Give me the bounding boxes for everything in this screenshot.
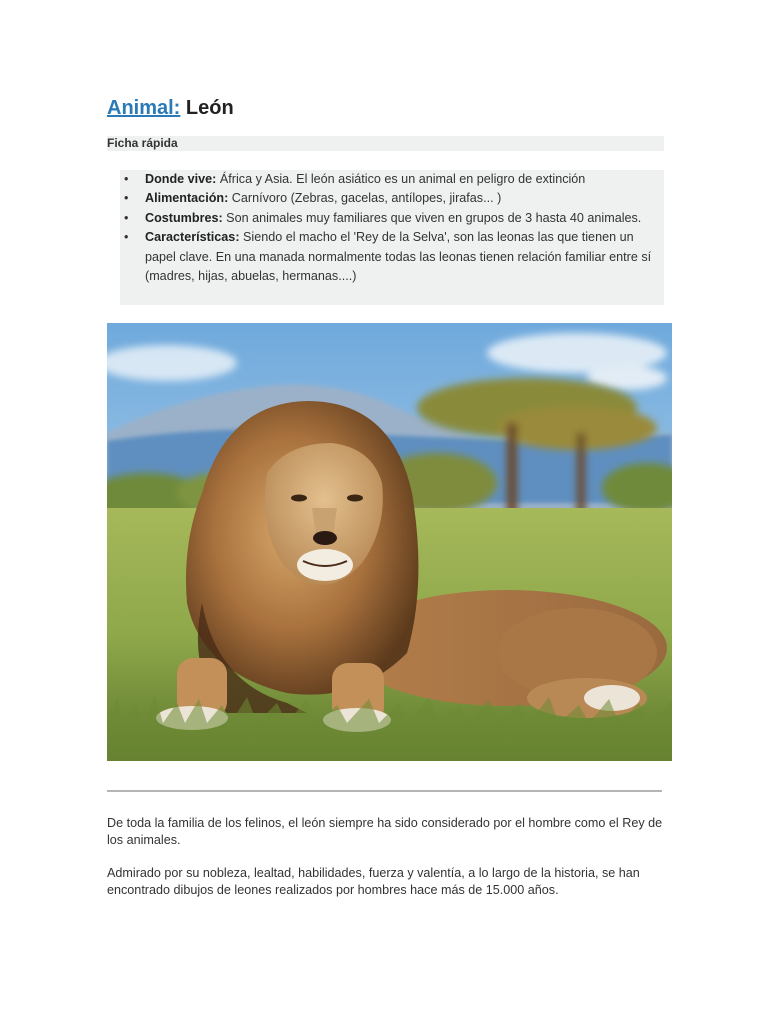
intro-paragraph: De toda la familia de los felinos, el león siempre ha sido considerado por el hombre como el Rey de los animales. [107, 816, 663, 847]
fact-item-features [120, 228, 664, 286]
lion-photo [107, 323, 672, 761]
fact-item-habits [120, 209, 664, 228]
quick-sheet-heading: Ficha rápida [107, 136, 664, 151]
history-paragraph: Admirado por su nobleza, lealtad, habilidades, fuerza y valentía, a lo largo de la historia, se han encontrado dibujos de leones realizados por hombres hace más de 15.000 años. [107, 866, 640, 897]
fact-item-diet [120, 189, 664, 208]
fact-text: Son animales muy familiares que viven en grupos de 3 hasta 40 animales. [226, 210, 642, 225]
bullet: • [124, 172, 129, 186]
category-link[interactable]: Animal: [107, 97, 181, 119]
fact-text: África y Asia. El león asiático es un animal en peligro de extinción [219, 172, 586, 186]
bullet: • [124, 210, 129, 225]
bullet: • [124, 191, 129, 206]
fact-label: Donde vive: [145, 172, 217, 186]
fact-text: Carnívoro (Zebras, gacelas, antílopes, jirafas... ) [231, 191, 502, 206]
quick-sheet-list [120, 170, 664, 305]
fact-label: Alimentación: [145, 191, 229, 206]
fact-text: Siendo el macho el 'Rey de la Selva', son las leonas las que tienen un papel clave. En una manada normalmente todas las leonas tienen relación familiar entre sí (madres, hijas, abuelas, hermanas....) [145, 230, 652, 284]
page-title [107, 97, 234, 120]
animal-name: León [185, 97, 234, 119]
bullet: • [124, 230, 129, 245]
fact-item-habitat [120, 170, 664, 189]
fact-label: Características: [145, 230, 240, 245]
divider [107, 790, 662, 792]
fact-label: Costumbres: [145, 210, 223, 225]
